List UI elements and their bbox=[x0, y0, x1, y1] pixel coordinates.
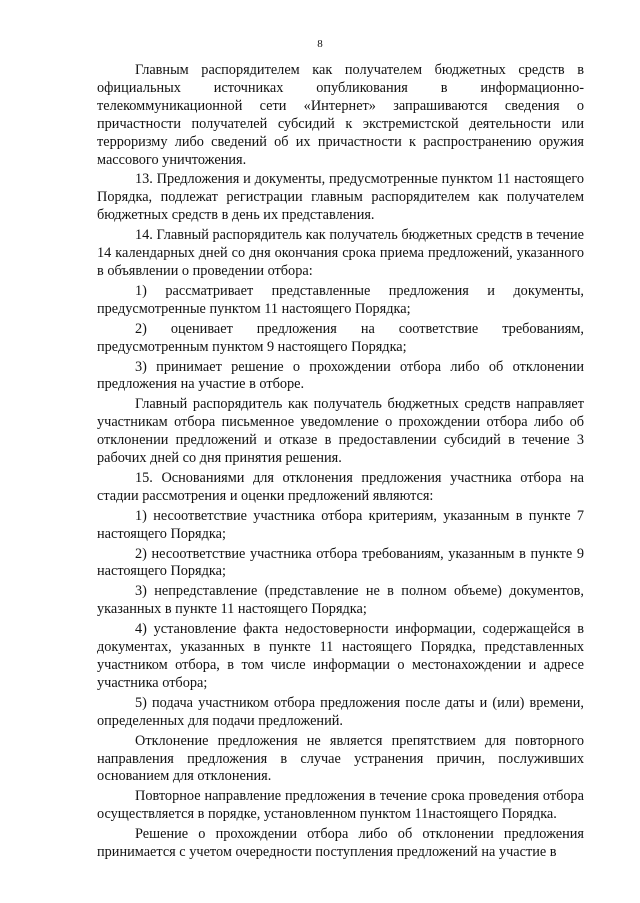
list-item: 3) принимает решение о прохождении отбора либо об отклонении предложения на участие в отборе. bbox=[97, 358, 584, 393]
list-item: 3) непредставление (представление не в полном объеме) документов, указанных в пункте 11 настоящего Порядка; bbox=[97, 583, 584, 618]
paragraph: Решение о прохождении отбора либо об отклонении предложения принимается с учетом очередности поступления предложений на участие в bbox=[97, 826, 584, 861]
list-item: 2) оценивает предложения на соответствие требованиям, предусмотренным пунктом 9 настоящего Порядка; bbox=[97, 320, 584, 355]
list-item: 5) подача участником отбора предложения после даты и (или) времени, определенных для подачи предложений. bbox=[97, 694, 584, 729]
paragraph: Отклонение предложения не является препятствием для повторного направления предложения в случае устранения причин, послуживших основанием для отклонения. bbox=[97, 732, 584, 785]
document-body bbox=[97, 62, 584, 864]
list-item: 4) установление факта недостоверности информации, содержащейся в документах, указанных в пункте 11 настоящего Порядка, представленных участником отбора, в том числе информации о местонахождении и адресе участника отбора; bbox=[97, 621, 584, 691]
paragraph: Главным распорядителем как получателем бюджетных средств в официальных источниках опубликования в информационно-телекоммуникационной сети «Интернет» запрашиваются сведения о причастности получателей субсидий к экстремистской деятельности или терроризму либо сведений об их причастности к распространению оружия массового уничтожения. bbox=[97, 62, 584, 168]
list-item: 2) несоответствие участника отбора требованиям, указанным в пункте 9 настоящего Порядка; bbox=[97, 545, 584, 580]
page-number: 8 bbox=[317, 38, 323, 50]
paragraph: 14. Главный распорядитель как получатель бюджетных средств в течение 14 календарных дней со дня окончания срока приема предложений, указанного в объявлении о проведении отбора: bbox=[97, 227, 584, 279]
paragraph: Главный распорядитель как получатель бюджетных средств направляет участникам отбора письменное уведомление о прохождении отбора либо об отклонении предложений и отказе в предоставлении субсидий в течение 3 рабочих дней со дня принятия решения. bbox=[97, 396, 584, 467]
paragraph: Повторное направление предложения в течение срока проведения отбора осуществляется в порядке, установленном пунктом 11настоящего Порядка. bbox=[97, 788, 584, 823]
paragraph: 15. Основаниями для отклонения предложения участника отбора на стадии рассмотрения и оценки предложений являются: bbox=[97, 469, 584, 504]
list-item: 1) рассматривает представленные предложения и документы, предусмотренные пунктом 11 настоящего Порядка; bbox=[97, 282, 584, 317]
list-item: 1) несоответствие участника отбора критериям, указанным в пункте 7 настоящего Порядка; bbox=[97, 507, 584, 542]
paragraph: 13. Предложения и документы, предусмотренные пунктом 11 настоящего Порядка, подлежат регистрации главным распорядителем как получателем бюджетных средств в день их представления. bbox=[97, 171, 584, 224]
